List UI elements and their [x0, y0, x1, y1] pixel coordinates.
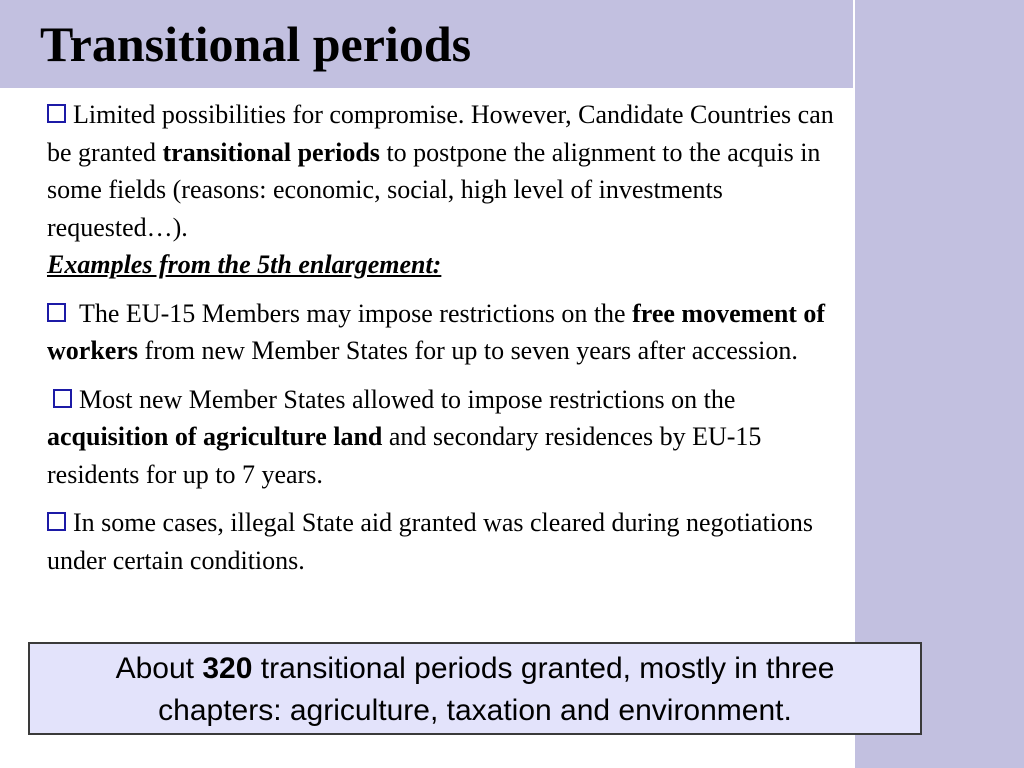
callout-text-1: About	[115, 652, 203, 685]
slide-title: Transitional periods	[40, 16, 472, 72]
callout-line-2: chapters: agriculture, taxation and environment.	[158, 694, 792, 727]
intro-text-1: Limited possibilities for compromise. However, Candidate Countries can be granted	[47, 100, 834, 167]
hollow-square-bullet-icon	[47, 104, 66, 123]
bullet-1-text-1: The EU-15 Members may impose restrictions on the	[79, 298, 633, 328]
title-band	[0, 0, 855, 88]
bullet-2-text-1: Most new Member States allowed to impose restrictions on the	[79, 384, 736, 414]
bullet-1-text-2: from new Member States for up to seven years after accession.	[137, 336, 798, 365]
bullet-2-bold: acquisition of agriculture land	[47, 422, 383, 451]
callout-number: 320	[202, 652, 253, 685]
bullet-land	[47, 381, 847, 494]
intro-paragraph	[47, 96, 847, 246]
bullet-3-text: In some cases, illegal State aid granted was cleared during negotiations under certain conditions.	[47, 508, 814, 575]
bullet-2-text-2: and secondary residences by EU-15 residents for up to 7 years.	[47, 422, 762, 489]
intro-text-2: to postpone the alignment to the acquis in some fields (reasons: economic, social, high level of investments requested…).	[47, 137, 821, 242]
callout-text-2: transitional periods granted, mostly in three	[252, 652, 835, 685]
bullet-workers	[47, 295, 847, 370]
callout-line-1	[30, 648, 920, 690]
examples-heading: Examples from the 5th enlargement:	[47, 250, 442, 279]
summary-callout	[28, 642, 922, 735]
bullet-1-bold: free movement of workers	[47, 298, 826, 365]
slide-content	[47, 96, 847, 579]
hollow-square-bullet-icon	[47, 512, 66, 531]
hollow-square-bullet-icon	[53, 389, 72, 408]
bullet-state-aid	[47, 504, 847, 579]
hollow-square-bullet-icon	[47, 303, 66, 322]
intro-bold: transitional periods	[162, 137, 380, 167]
